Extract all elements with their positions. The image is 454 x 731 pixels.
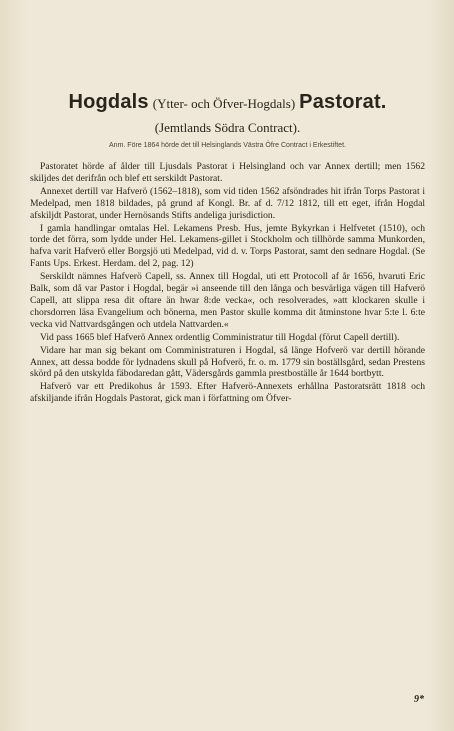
title-parenthetical: (Ytter- och Öfver-Hogdals)	[152, 96, 296, 111]
page-title	[30, 90, 425, 116]
paragraph-4: Serskildt nämnes Hafverö Capell, ss. Annex till Hogdal, uti ett Protocoll af år 1656, hvaruti Eric Balk, som då var Pastor i Hogdal, begär »i anseende till den långa och besvärliga vägen till Hafverö Capell, att slippa resa dit oftare än hwar 8:de vecka«, och resolverades, »att klockaren skulle i chorsdorren läsa Evangelium och bönerna, men Pastor skulle komma dit åtminstone hvar 5:te l. 6:te vecka vid Nattvardsgången och utdela Nattvarden.«	[30, 271, 425, 330]
paragraph-3: I gamla handlingar omtalas Hel. Lekamens Presb. Hus, jemte Bykyrkan i Helfvetet (1510), och torde det förra, som lydde under Hel. Lekamens-gillet i Stockholm och tillhörde samma Munkorden, hafva varit Hafverö eller Borgsjö uti Medelpad, vid d. v. Torps Pastorat, samt den sednare Hogdal. (Se Fants Ups. Erkest. Herdam. del 2, pag. 12)	[30, 222, 425, 270]
paragraph-5: Vid pass 1665 blef Hafverö Annex ordentlig Comministratur till Hogdal (förut Capell dertill).	[40, 331, 400, 343]
body-text	[30, 161, 425, 405]
document-content	[30, 90, 425, 406]
paragraph-7: Hafverö var ett Predikohus år 1593. Efter Hafverö-Annexets erhållna Pastoratsrätt 1818 och afskiljande ifrån Hogdals Pastorat, gick man i författning om Öfver-	[30, 381, 425, 405]
paragraph-1: Pastoratet hörde af ålder till Ljusdals Pastorat i Helsingland och var Annex dertill; men 1562 skiljdes det derifrån och blef ett serskildt Pastorat.	[30, 161, 425, 184]
annotation-note: Anm. Före 1864 hörde det till Helsinglands Västra Öfre Contract i Erkestiftet.	[109, 142, 346, 149]
title-end: Pastorat.	[299, 91, 387, 113]
paragraph-2: Annexet dertill var Hafverö (1562–1818), som vid tiden 1562 afsöndrades hit ifrån Torps Pastorat i Medelpad, men 1818 bildades, på grund af Kongl. Br. af d. 7/12 1812, till ett eget, ifrån Hogdal afskiljdt Pastorat, under Hernösands Stifts andeliga jurisdiction.	[30, 185, 425, 221]
signature-mark: 9*	[414, 694, 424, 705]
page-subtitle: (Jemtlands Södra Contract).	[154, 120, 301, 135]
paragraph-6: Vidare har man sig bekant om Comministraturen i Hogdal, så länge Hofverö var dertill hörande Annex, att dessa bodde för lydnadens skull på Hofverö, fr. o. m. 1779 sin boställsgård, sedan Prestens skörd på den utskylda fäbodaredan gått, Vädersgårds gammla prestboställe år 1644 bortbytt.	[30, 344, 425, 380]
title-main: Hogdals	[68, 91, 149, 113]
